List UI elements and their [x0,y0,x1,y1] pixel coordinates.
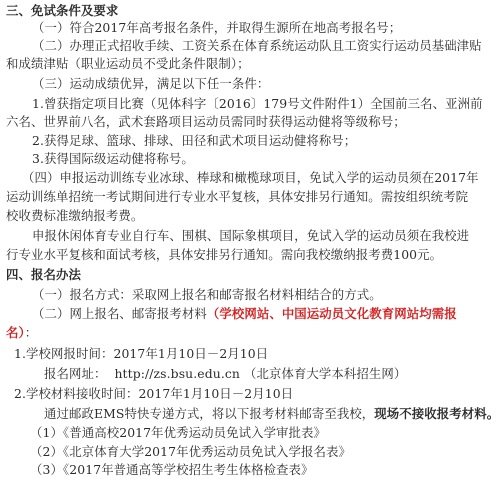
mailing-instruction [44,405,499,422]
material-item-2: （2）《北京体育大学2017年优秀运动员免试入学报名表》 [30,444,352,459]
method-2-emphasis-end: 名） [6,325,25,340]
condition-1: （一）符合2017年高考报名条件，并取得生源所在地高考报名号； [32,20,402,35]
receive-time-value: 2017年1月10日－2月10日 [138,386,294,401]
online-time-label: 1.学校网报时间： [14,346,114,361]
receive-time-label: 2.学校材料接收时间： [14,386,139,401]
website-note: （北京体育大学本科招生网） [243,366,407,381]
website-url: http://zs.bsu.edu.cn [114,366,240,381]
condition-4-line2: 运动训练单招统一考试期间进行专业水平复核，具体安排另行通知。需按组织统考院 [6,189,469,204]
method-1: （一）报名方式：采取网上报名和邮寄报名材料相结合的方式。 [32,287,382,302]
website-label: 报名网址： [44,366,107,381]
material-item-3: （3）《2017年普通高等学校招生考生体格检查表》 [30,462,314,477]
condition-4-line1: （四）申报运动训练专业冰球、棒球和橄榄球项目，免试入学的运动员须在2017年 [22,170,479,185]
method-2-text: （二）网上报名、邮寄报考材料 [32,306,207,321]
mailing-warning: 现场不接收报考材料。 [374,406,500,421]
condition-5-line2: 行专业水平复核和面试考核，具体安排另行通知。需向我校缴纳报考费100元。 [6,247,443,262]
condition-3-item1-line2: 六名、世界前八名，武术套路项目运动员需同时获得运动健将等级称号； [6,114,406,129]
section4-heading: 四、报名办法 [6,267,81,282]
online-registration-time [14,345,268,362]
condition-2-line1: （二）办理正式招收手续、工资关系在体育系统运动队且工资实行运动员基础津贴 [32,38,482,53]
condition-3-item2: 2.获得足球、篮球、排球、田径和武术项目运动健将称号； [32,133,357,148]
online-time-value: 2017年1月10日－2月10日 [113,346,269,361]
material-receive-time [14,385,293,402]
mailing-text: 通过邮政EMS特快专递方式，将以下报考材料邮寄至我校， [44,406,375,421]
registration-website [44,365,406,382]
method-2-colon: ： [24,325,38,340]
method-2-line1 [32,305,457,322]
material-item-1: （1）《普通高校2017年优秀运动员免试入学审批表》 [30,425,327,440]
method-2-line2 [6,324,37,341]
section3-heading: 三、免试条件及要求 [6,3,119,18]
condition-3: （三）运动成绩优异，满足以下任一条件： [32,76,270,91]
condition-4-line3: 校收费标准缴纳报考费。 [6,208,144,223]
method-2-emphasis: （学校网站、中国运动员文化教育网站均需报 [206,306,457,321]
condition-5-line1: 申报休闲体育专业自行车、围棋、国际象棋项目，免试入学的运动员须在我校进 [32,228,470,243]
condition-2-line2: 和成绩津贴（职业运动员不受此条件限制）； [6,56,250,71]
condition-3-item3: 3.获得国际级运动健将称号。 [32,151,194,166]
condition-3-item1-line1: 1.曾获指定项目比赛（见体科字〔2016〕179号文件附件1）全国前三名、亚洲前 [32,96,483,111]
